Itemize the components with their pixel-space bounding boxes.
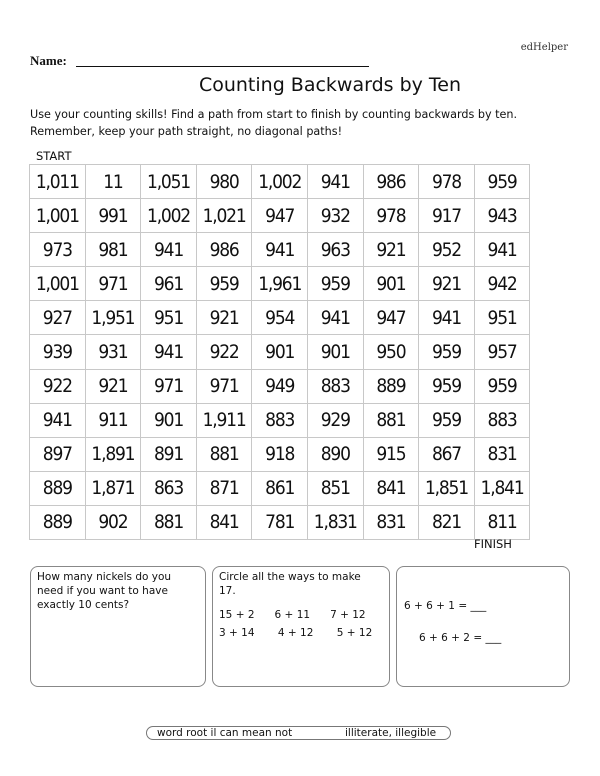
grid-cell[interactable]: 918 xyxy=(252,437,308,471)
grid-cell[interactable]: 952 xyxy=(419,233,475,267)
question-line: Circle all the ways to make xyxy=(219,571,361,583)
grid-cell[interactable]: 922 xyxy=(30,369,86,403)
grid-cell[interactable]: 1,002 xyxy=(252,165,308,199)
grid-cell[interactable]: 959 xyxy=(307,267,363,301)
grid-cell[interactable]: 831 xyxy=(363,505,419,539)
grid-cell[interactable]: 951 xyxy=(474,301,530,335)
grid-cell[interactable]: 941 xyxy=(307,301,363,335)
grid-cell[interactable]: 941 xyxy=(307,165,363,199)
sum-options xyxy=(219,608,383,640)
grid-cell[interactable]: 881 xyxy=(196,437,252,471)
instructions xyxy=(30,106,570,140)
nickels-question-box xyxy=(30,566,206,687)
grid-cell[interactable]: 889 xyxy=(30,505,86,539)
grid-cell[interactable]: 811 xyxy=(474,505,530,539)
grid-cell[interactable]: 929 xyxy=(307,403,363,437)
question-line: 17. xyxy=(219,585,236,597)
grid-cell[interactable]: 911 xyxy=(85,403,141,437)
grid-cell[interactable]: 971 xyxy=(196,369,252,403)
grid-cell[interactable]: 841 xyxy=(196,505,252,539)
grid-cell[interactable]: 973 xyxy=(30,233,86,267)
grid-cell[interactable]: 917 xyxy=(419,199,475,233)
grid-cell[interactable]: 1,851 xyxy=(419,471,475,505)
grid-cell[interactable]: 1,021 xyxy=(196,199,252,233)
grid-cell[interactable]: 981 xyxy=(85,233,141,267)
grid-cell[interactable]: 1,002 xyxy=(141,199,197,233)
grid-cell[interactable]: 950 xyxy=(363,335,419,369)
make-17-box xyxy=(212,566,390,687)
grid-cell[interactable]: 991 xyxy=(85,199,141,233)
grid-row xyxy=(30,301,530,335)
addition-box xyxy=(396,566,570,687)
grid-cell[interactable]: 901 xyxy=(252,335,308,369)
grid-cell[interactable]: 1,051 xyxy=(141,165,197,199)
grid-cell[interactable]: 831 xyxy=(474,437,530,471)
grid-cell[interactable]: 871 xyxy=(196,471,252,505)
grid-cell[interactable]: 1,951 xyxy=(85,301,141,335)
grid-cell[interactable]: 961 xyxy=(141,267,197,301)
grid-cell[interactable]: 931 xyxy=(85,335,141,369)
grid-row xyxy=(30,505,530,539)
equation-line[interactable]: 6 + 6 + 1 = ___ xyxy=(404,600,487,612)
grid-cell[interactable]: 941 xyxy=(141,233,197,267)
word-root-examples: illiterate, illegible xyxy=(345,727,437,739)
grid-cell[interactable]: 883 xyxy=(307,369,363,403)
grid-cell[interactable]: 897 xyxy=(30,437,86,471)
grid-cell[interactable]: 781 xyxy=(252,505,308,539)
word-root-banner xyxy=(146,726,451,740)
grid-cell[interactable]: 915 xyxy=(363,437,419,471)
start-label: START xyxy=(36,149,72,163)
grid-cell[interactable]: 841 xyxy=(363,471,419,505)
grid-cell[interactable]: 941 xyxy=(141,335,197,369)
grid-cell[interactable]: 947 xyxy=(252,199,308,233)
grid-cell[interactable]: 883 xyxy=(474,403,530,437)
grid-cell[interactable]: 1,001 xyxy=(30,267,86,301)
grid-cell[interactable]: 890 xyxy=(307,437,363,471)
grid-cell[interactable]: 1,001 xyxy=(30,199,86,233)
grid-cell[interactable]: 971 xyxy=(141,369,197,403)
grid-cell[interactable]: 1,011 xyxy=(30,165,86,199)
grid-cell[interactable]: 943 xyxy=(474,199,530,233)
grid-cell[interactable]: 851 xyxy=(307,471,363,505)
grid-cell[interactable]: 861 xyxy=(252,471,308,505)
grid-cell[interactable]: 901 xyxy=(307,335,363,369)
name-line xyxy=(76,66,369,67)
grid-cell[interactable]: 1,831 xyxy=(307,505,363,539)
grid-cell[interactable]: 1,961 xyxy=(252,267,308,301)
number-grid xyxy=(29,164,530,540)
grid-cell[interactable]: 921 xyxy=(419,267,475,301)
grid-cell[interactable]: 951 xyxy=(141,301,197,335)
grid-cell[interactable]: 957 xyxy=(474,335,530,369)
grid-cell[interactable]: 932 xyxy=(307,199,363,233)
name-label: Name: xyxy=(30,53,67,68)
grid-row xyxy=(30,165,530,199)
equation-line[interactable]: 6 + 6 + 2 = ___ xyxy=(419,632,502,644)
grid-cell[interactable]: 949 xyxy=(252,369,308,403)
grid-row xyxy=(30,233,530,267)
grid-cell[interactable]: 927 xyxy=(30,301,86,335)
grid-cell[interactable]: 881 xyxy=(141,505,197,539)
grid-row xyxy=(30,437,530,471)
instruction-line: Remember, keep your path straight, no diagonal paths! xyxy=(30,125,343,138)
grid-cell[interactable]: 978 xyxy=(363,199,419,233)
grid-cell[interactable]: 1,841 xyxy=(474,471,530,505)
grid-cell[interactable]: 1,911 xyxy=(196,403,252,437)
question-line: exactly 10 cents? xyxy=(37,599,130,611)
grid-row xyxy=(30,403,530,437)
grid-cell[interactable]: 941 xyxy=(419,301,475,335)
question-line: How many nickels do you xyxy=(37,571,172,583)
question-line: need if you want to have xyxy=(37,585,168,597)
grid-cell[interactable]: 947 xyxy=(363,301,419,335)
grid-cell[interactable]: 941 xyxy=(30,403,86,437)
grid-cell[interactable]: 1,871 xyxy=(85,471,141,505)
grid-cell[interactable]: 921 xyxy=(85,369,141,403)
grid-cell[interactable]: 11 xyxy=(85,165,141,199)
grid-cell[interactable]: 942 xyxy=(474,267,530,301)
grid-cell[interactable]: 963 xyxy=(307,233,363,267)
grid-cell[interactable]: 921 xyxy=(363,233,419,267)
grid-cell[interactable]: 959 xyxy=(419,335,475,369)
grid-cell[interactable]: 959 xyxy=(196,267,252,301)
grid-cell[interactable]: 959 xyxy=(419,369,475,403)
grid-cell[interactable]: 863 xyxy=(141,471,197,505)
grid-cell[interactable]: 941 xyxy=(252,233,308,267)
grid-row xyxy=(30,369,530,403)
grid-cell[interactable]: 971 xyxy=(85,267,141,301)
grid-cell[interactable]: 889 xyxy=(363,369,419,403)
page-title: Counting Backwards by Ten xyxy=(198,74,462,96)
brand-label: edHelper xyxy=(520,42,568,53)
grid-cell[interactable]: 939 xyxy=(30,335,86,369)
sum-row[interactable]: 15 + 2 6 + 11 7 + 12 xyxy=(219,609,366,621)
grid-cell[interactable]: 986 xyxy=(196,233,252,267)
grid-cell[interactable]: 922 xyxy=(196,335,252,369)
grid-cell[interactable]: 986 xyxy=(363,165,419,199)
grid-cell[interactable]: 901 xyxy=(141,403,197,437)
grid-cell[interactable]: 883 xyxy=(252,403,308,437)
grid-row xyxy=(30,335,530,369)
grid-row xyxy=(30,471,530,505)
grid-cell[interactable]: 980 xyxy=(196,165,252,199)
sum-row[interactable]: 3 + 14 4 + 12 5 + 12 xyxy=(219,627,373,639)
grid-cell[interactable]: 941 xyxy=(474,233,530,267)
grid-cell[interactable]: 889 xyxy=(30,471,86,505)
grid-cell[interactable]: 921 xyxy=(196,301,252,335)
grid-cell[interactable]: 901 xyxy=(363,267,419,301)
grid-cell[interactable]: 881 xyxy=(363,403,419,437)
grid-cell[interactable]: 959 xyxy=(474,369,530,403)
grid-cell[interactable]: 821 xyxy=(419,505,475,539)
finish-label: FINISH xyxy=(474,537,512,551)
grid-row xyxy=(30,267,530,301)
grid-cell[interactable]: 867 xyxy=(419,437,475,471)
grid-cell[interactable]: 959 xyxy=(474,165,530,199)
grid-row xyxy=(30,199,530,233)
grid-cell[interactable]: 1,891 xyxy=(85,437,141,471)
grid-cell[interactable]: 959 xyxy=(419,403,475,437)
word-root-text: word root il can mean not xyxy=(157,727,293,739)
grid-cell[interactable]: 891 xyxy=(141,437,197,471)
grid-cell[interactable]: 978 xyxy=(419,165,475,199)
instruction-line: Use your counting skills! Find a path from start to finish by counting backwards by ten. xyxy=(30,108,518,121)
grid-cell[interactable]: 902 xyxy=(85,505,141,539)
grid-cell[interactable]: 954 xyxy=(252,301,308,335)
